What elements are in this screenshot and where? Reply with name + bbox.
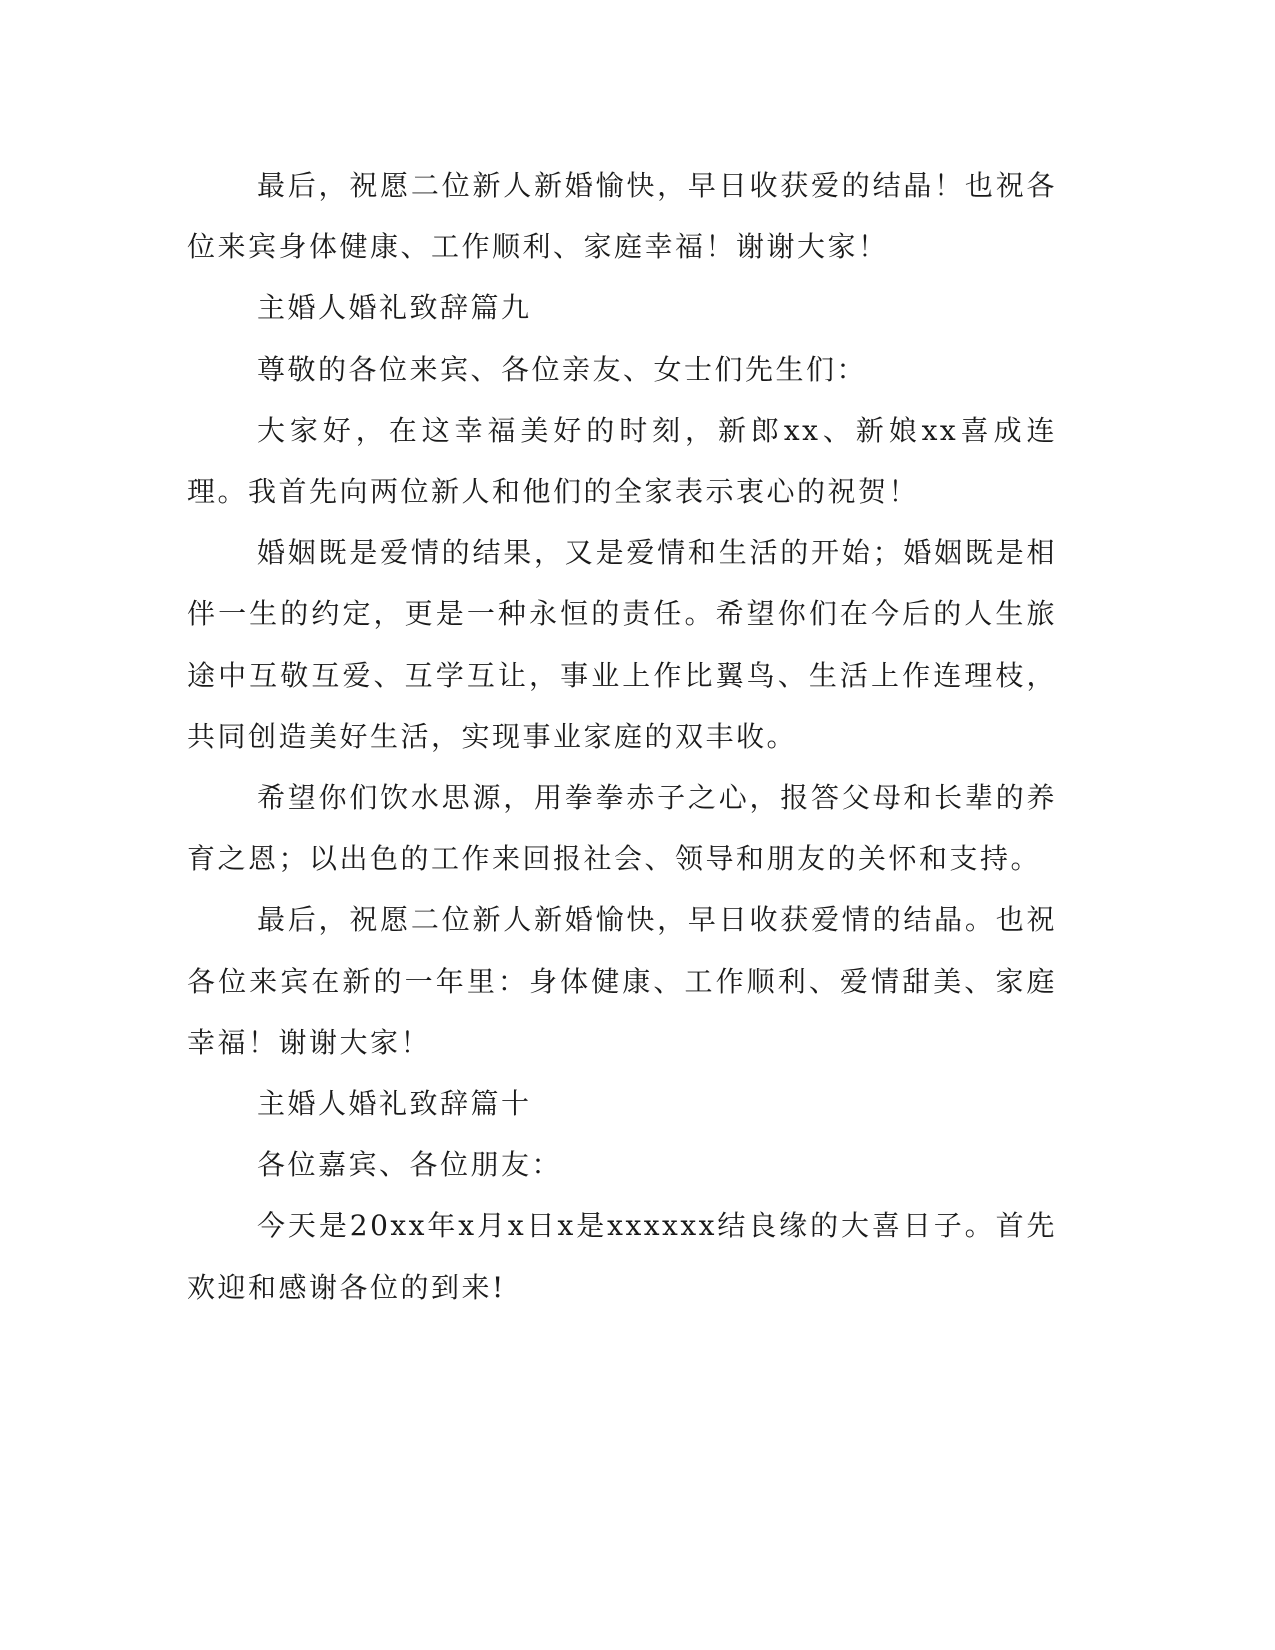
closing-paragraph-1: 最后，祝愿二位新人新婚愉快，早日收获爱的结晶！也祝各位来宾身体健康、工作顺利、家庭幸福！谢谢大家！ bbox=[187, 169, 1057, 264]
section-heading-10: 主婚人婚礼致辞篇十 bbox=[257, 1087, 532, 1121]
document-body bbox=[187, 155, 1057, 1318]
section-heading-9: 主婚人婚礼致辞篇九 bbox=[257, 291, 532, 325]
marriage-paragraph: 婚姻既是爱情的结果，又是爱情和生活的开始；婚姻既是相伴一生的约定，更是一种永恒的责任。希望你们在今后的人生旅途中互敬互爱、互学互让，事业上作比翼鸟、生活上作连理枝，共同创造美好生活，实现事业家庭的双丰收。 bbox=[187, 536, 1057, 753]
salutation-9: 尊敬的各位来宾、各位亲友、女士们先生们： bbox=[257, 352, 868, 386]
salutation-10: 各位嘉宾、各位朋友： bbox=[257, 1148, 563, 1182]
greeting-paragraph: 大家好，在这幸福美好的时刻，新郎xx、新娘xx喜成连理。我首先向两位新人和他们的全家表示衷心的祝贺！ bbox=[187, 413, 1057, 509]
gratitude-paragraph: 希望你们饮水思源，用拳拳赤子之心，报答父母和长辈的养育之恩；以出色的工作来回报社会、领导和朋友的关怀和支持。 bbox=[187, 781, 1057, 876]
opening-paragraph-10: 今天是20xx年x月x日x是xxxxxx结良缘的大喜日子。首先欢迎和感谢各位的到来! bbox=[187, 1209, 1057, 1304]
closing-paragraph-2: 最后，祝愿二位新人新婚愉快，早日收获爱情的结晶。也祝各位来宾在新的一年里：身体健康、工作顺利、爱情甜美、家庭幸福！谢谢大家！ bbox=[187, 903, 1057, 1059]
